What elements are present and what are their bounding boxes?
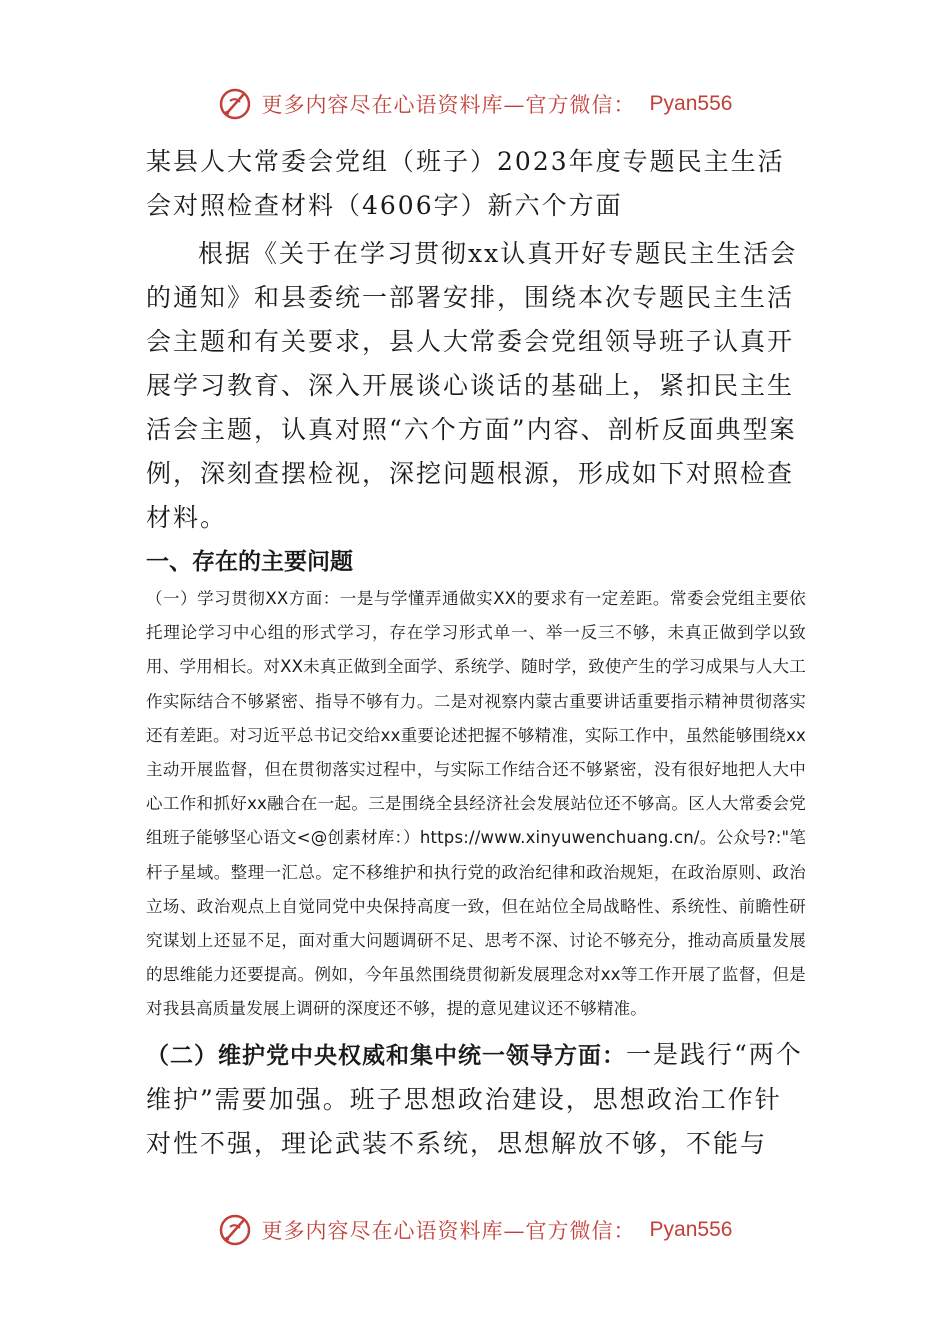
document-body — [146, 140, 806, 1166]
section-heading-main-problems: 一、存在的主要问题 — [146, 549, 353, 575]
section2-line — [146, 1033, 806, 1166]
footer-watermark-banner — [0, 1210, 950, 1250]
pen-logo-icon — [218, 1213, 252, 1247]
banner-text: 更多内容尽在心语资料库—官方微信： — [261, 93, 636, 117]
document-title: 某县人大常委会党组（班子）2023年度专题民主生活会对照检查材料（4606字）新六个方面 — [146, 147, 785, 220]
banner-wechat-id: Pyan556 — [649, 1218, 733, 1241]
pen-logo-icon — [218, 87, 252, 121]
section2-text: 一是践行“两个维护”需要加强。班子思想政治建设，思想政治工作针对性不强，理论武装不系统，思想解放不够，不能与 — [146, 1039, 803, 1158]
banner-text: 更多内容尽在心语资料库—官方微信： — [261, 1219, 636, 1243]
header-watermark-banner — [0, 84, 950, 124]
section2-heading: （二）维护党中央权威和集中统一领导方面： — [146, 1042, 626, 1069]
intro-paragraph: 根据《关于在学习贯彻xx认真开好专题民主生活会的通知》和县委统一部署安排，围绕本次专题民主生活会主题和有关要求，县人大常委会党组领导班子认真开展学习教育、深入开展谈心谈话的基础上，紧扣民主生活会主题，认真对照“六个方面”内容、剖析反面典型案例，深刻查摆检视，深挖问题根源，形成如下对照检查材料。 — [146, 239, 798, 532]
banner-wechat-id: Pyan556 — [649, 92, 733, 115]
section1-paragraph: （一）学习贯彻XX方面：一是与学懂弄通做实XX的要求有一定差距。常委会党组主要依托理论学习中心组的形式学习，存在学习形式单一、举一反三不够，未真正做到学以致用、学用相长。对XX未真正做到全面学、系统学、随时学，致使产生的学习成果与人大工作实际结合不够紧密、指导不够有力。二是对视察内蒙古重要讲话重要指示精神贯彻落实还有差距。对习近平总书记交给xx重要论述把握不够精准，实际工作中，虽然能够围绕xx主动开展监督，但在贯彻落实过程中，与实际工作结合还不够紧密，没有很好地把人大中心工作和抓好xx融合在一起。三是围绕全县经济社会发展站位还不够高。区人大常委会党组班子能够坚心语文<@创素材库：）https://www.xinyuwenchuang.cn/。公众号?:"笔杆子星域。整理一汇总。定不移维护和执行党的政治纪律和政治规矩，在政治原则、政治立场、政治观点上自觉同党中央保持高度一致，但在站位全局战略性、系统性、前瞻性研究谋划上还显不足，面对重大问题调研不足、思考不深、讨论不够充分，推动高质量发展的思维能力还要提高。例如，今年虽然围绕贯彻新发展理念对xx等工作开展了监督，但是对我县高质量发展上调研的深度还不够，提的意见建议还不够精准。 — [146, 589, 806, 1019]
